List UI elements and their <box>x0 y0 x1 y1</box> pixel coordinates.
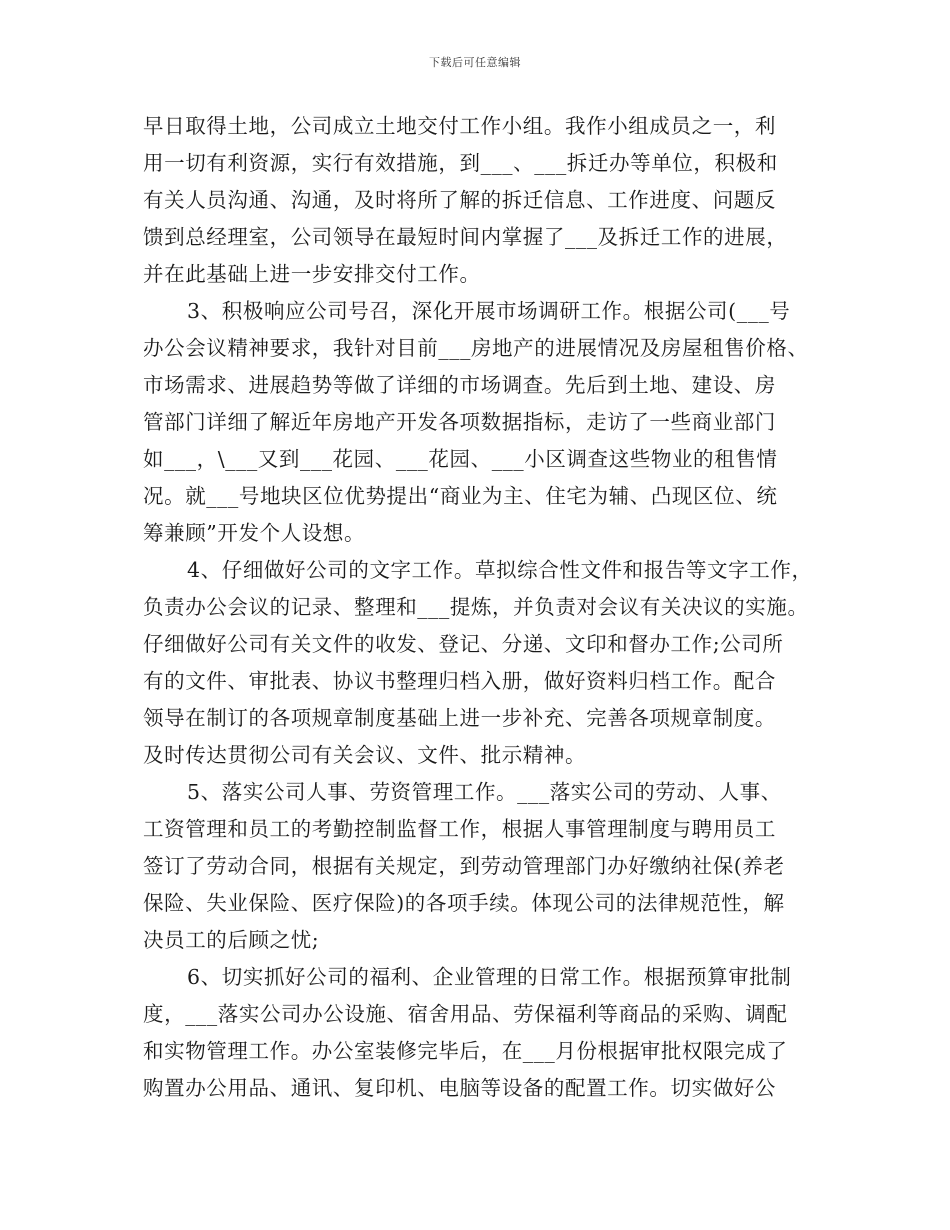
text-line: 况。就___号地块区位优势提出“商业为主、住宅为辅、凸现区位、统 <box>143 484 778 508</box>
text-line: 办公会议精神要求，我针对目前___房地产的进展情况及房屋租售价格、 <box>143 336 809 360</box>
paragraph <box>143 293 808 552</box>
text-line: 市场需求、进展趋势等做了详细的市场调查。先后到土地、建设、房 <box>143 373 776 397</box>
text-line: 度，___落实公司办公设施、宿舍用品、劳保福利等商品的采购、调配 <box>143 1002 788 1026</box>
page-header: 下载后可任意编辑 <box>429 56 521 69</box>
text-line: 筹兼顾”开发个人设想。 <box>143 521 366 545</box>
text-line: 购置办公用品、通讯、复印机、电脑等设备的配置工作。切实做好公 <box>143 1076 776 1100</box>
text-line: 仔细做好公司有关文件的收发、登记、分递、文印和督办工作;公司所 <box>143 632 784 656</box>
text-line: 早日取得土地，公司成立土地交付工作小组。我作小组成员之一，利 <box>143 114 776 138</box>
text-line: 工资管理和员工的考勤控制监督工作，根据人事管理制度与聘用员工 <box>143 817 776 841</box>
document-body <box>143 108 813 1107</box>
text-line: 签订了劳动合同，根据有关规定，到劳动管理部门办好缴纳社保(养老 <box>143 854 785 878</box>
text-line: 4、仔细做好公司的文字工作。草拟综合性文件和报告等文字工作， <box>187 558 813 582</box>
text-line: 馈到总经理室，公司领导在最短时间内掌握了___及拆迁工作的进展， <box>143 225 788 249</box>
text-line: 决员工的后顾之忧; <box>143 928 320 952</box>
text-line: 负责办公会议的记录、整理和___提炼，并负责对会议有关决议的实施。 <box>143 595 809 619</box>
text-line: 3、积极响应公司号召，深化开展市场调研工作。根据公司(___号 <box>187 299 791 323</box>
text-line: 用一切有利资源，实行有效措施，到___、___拆迁办等单位，积极和 <box>143 151 778 175</box>
text-line: 并在此基础上进一步安排交付工作。 <box>143 262 481 286</box>
text-line: 5、落实公司人事、劳资管理工作。___落实公司的劳动、人事、 <box>187 780 782 804</box>
paragraph <box>143 959 808 1107</box>
text-line: 和实物管理工作。办公室装修完毕后，在___月份根据审批权限完成了 <box>143 1039 788 1063</box>
text-line: 有关人员沟通、沟通，及时将所了解的拆迁信息、工作进度、问题反 <box>143 188 776 212</box>
text-line: 如___，\___又到___花园、___花园、___小区调查这些物业的租售情 <box>143 447 778 471</box>
paragraph <box>143 552 813 774</box>
text-line: 有的文件、审批表、协议书整理归档入册，做好资料归档工作。配合 <box>143 669 776 693</box>
paragraph <box>143 108 808 293</box>
text-line: 管部门详细了解近年房地产开发各项数据指标，走访了一些商业部门 <box>143 410 776 434</box>
text-line: 领导在制订的各项规章制度基础上进一步补充、完善各项规章制度。 <box>143 706 776 730</box>
text-line: 保险、失业保险、医疗保险)的各项手续。体现公司的法律规范性，解 <box>143 891 785 915</box>
text-line: 及时传达贯彻公司有关会议、文件、批示精神。 <box>143 743 587 767</box>
paragraph <box>143 774 808 959</box>
text-line: 6、切实抓好公司的福利、企业管理的日常工作。根据预算审批制 <box>187 965 792 989</box>
